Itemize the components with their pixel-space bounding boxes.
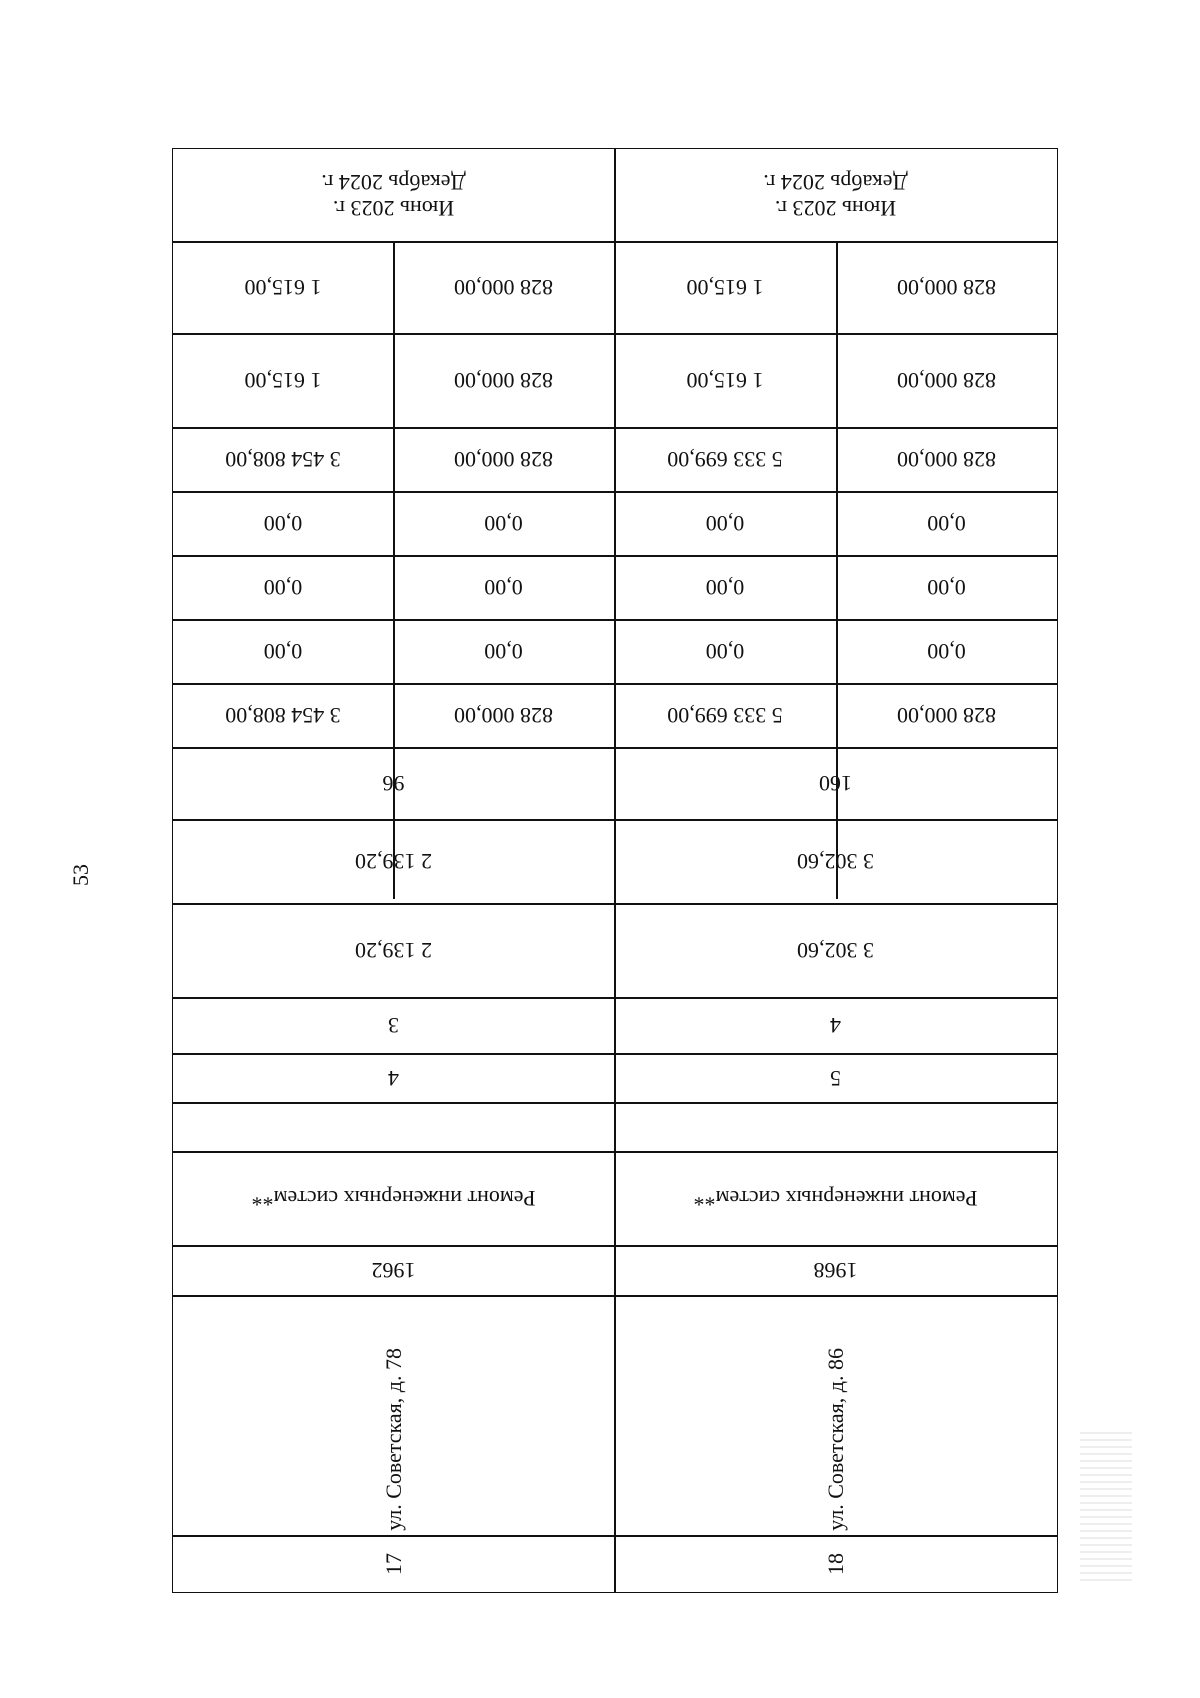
year-cell: 1962 [371, 1258, 416, 1284]
owners-funds-value: 3 454 808,00 [225, 447, 341, 473]
cost-total-value: 5 333 699,00 [667, 703, 783, 729]
area-2-cell: 3 302,60 [797, 849, 874, 875]
period-cell: Июнь 2023 г. Декабрь 2024 г. [763, 170, 908, 222]
row-number-cell [614, 1535, 1057, 1592]
unit-cost-limit: 828 000,00 [897, 368, 996, 394]
row-number-text: 18 [822, 1552, 848, 1575]
address-text: ул. Советская, д. 86 [822, 1348, 848, 1531]
row-number-text: 17 [380, 1552, 406, 1575]
owners-funds-limit: 828 000,00 [454, 447, 553, 473]
scan-artifact [1080, 1432, 1132, 1582]
cost-total-value: 3 454 808,00 [225, 703, 341, 729]
address-text: ул. Советская, д. 78 [380, 1348, 406, 1531]
unit-cost-2-limit: 828 000,00 [897, 275, 996, 301]
fund-1-value: 0,00 [705, 639, 745, 665]
col-a-cell: 4 [388, 1065, 399, 1091]
row-number-cell [173, 1535, 614, 1592]
unit-cost-value: 1 615,00 [686, 368, 764, 394]
unit-cost-2-limit: 828 000,00 [454, 275, 553, 301]
fund-2-value: 0,00 [263, 575, 303, 601]
address-cell [614, 1295, 1057, 1535]
fund-1-limit: 0,00 [484, 639, 523, 665]
col-b-cell: 3 [388, 1013, 399, 1039]
work-type-cell: Ремонт инженерных систем** [251, 1186, 536, 1212]
unit-cost-value: 1 615,00 [244, 368, 322, 394]
owners-funds-limit: 828 000,00 [897, 447, 996, 473]
fund-2-limit: 0,00 [927, 575, 966, 601]
period-cell: Июнь 2023 г. Декабрь 2024 г. [321, 170, 466, 222]
cost-total-limit: 828 000,00 [897, 703, 996, 729]
unit-cost-2-value: 1 615,00 [244, 275, 322, 301]
year-cell: 1968 [813, 1258, 858, 1284]
fund-3-limit: 0,00 [927, 511, 966, 537]
address-cell [173, 1295, 614, 1535]
residents-cell: 96 [382, 771, 405, 797]
fund-2-limit: 0,00 [484, 575, 523, 601]
unit-cost-limit: 828 000,00 [454, 368, 553, 394]
unit-cost-2-value: 1 615,00 [686, 275, 764, 301]
fund-3-value: 0,00 [263, 511, 303, 537]
row-line [173, 1102, 1057, 1104]
fund-3-limit: 0,00 [484, 511, 523, 537]
col-b-cell: 4 [830, 1013, 841, 1039]
fund-1-limit: 0,00 [927, 639, 966, 665]
fund-2-value: 0,00 [705, 575, 745, 601]
area-1-cell: 2 139,20 [355, 938, 432, 964]
col-a-cell: 5 [830, 1065, 841, 1091]
capital-repair-table [172, 148, 1058, 1593]
cost-total-limit: 828 000,00 [454, 703, 553, 729]
area-1-cell: 3 302,60 [797, 938, 874, 964]
page-number: 53 [68, 864, 93, 886]
owners-funds-value: 5 333 699,00 [667, 447, 783, 473]
work-type-cell: Ремонт инженерных систем** [693, 1186, 978, 1212]
fund-3-value: 0,00 [705, 511, 745, 537]
area-2-cell: 2 139,20 [355, 849, 432, 875]
residents-cell: 160 [819, 771, 852, 797]
fund-1-value: 0,00 [263, 639, 303, 665]
